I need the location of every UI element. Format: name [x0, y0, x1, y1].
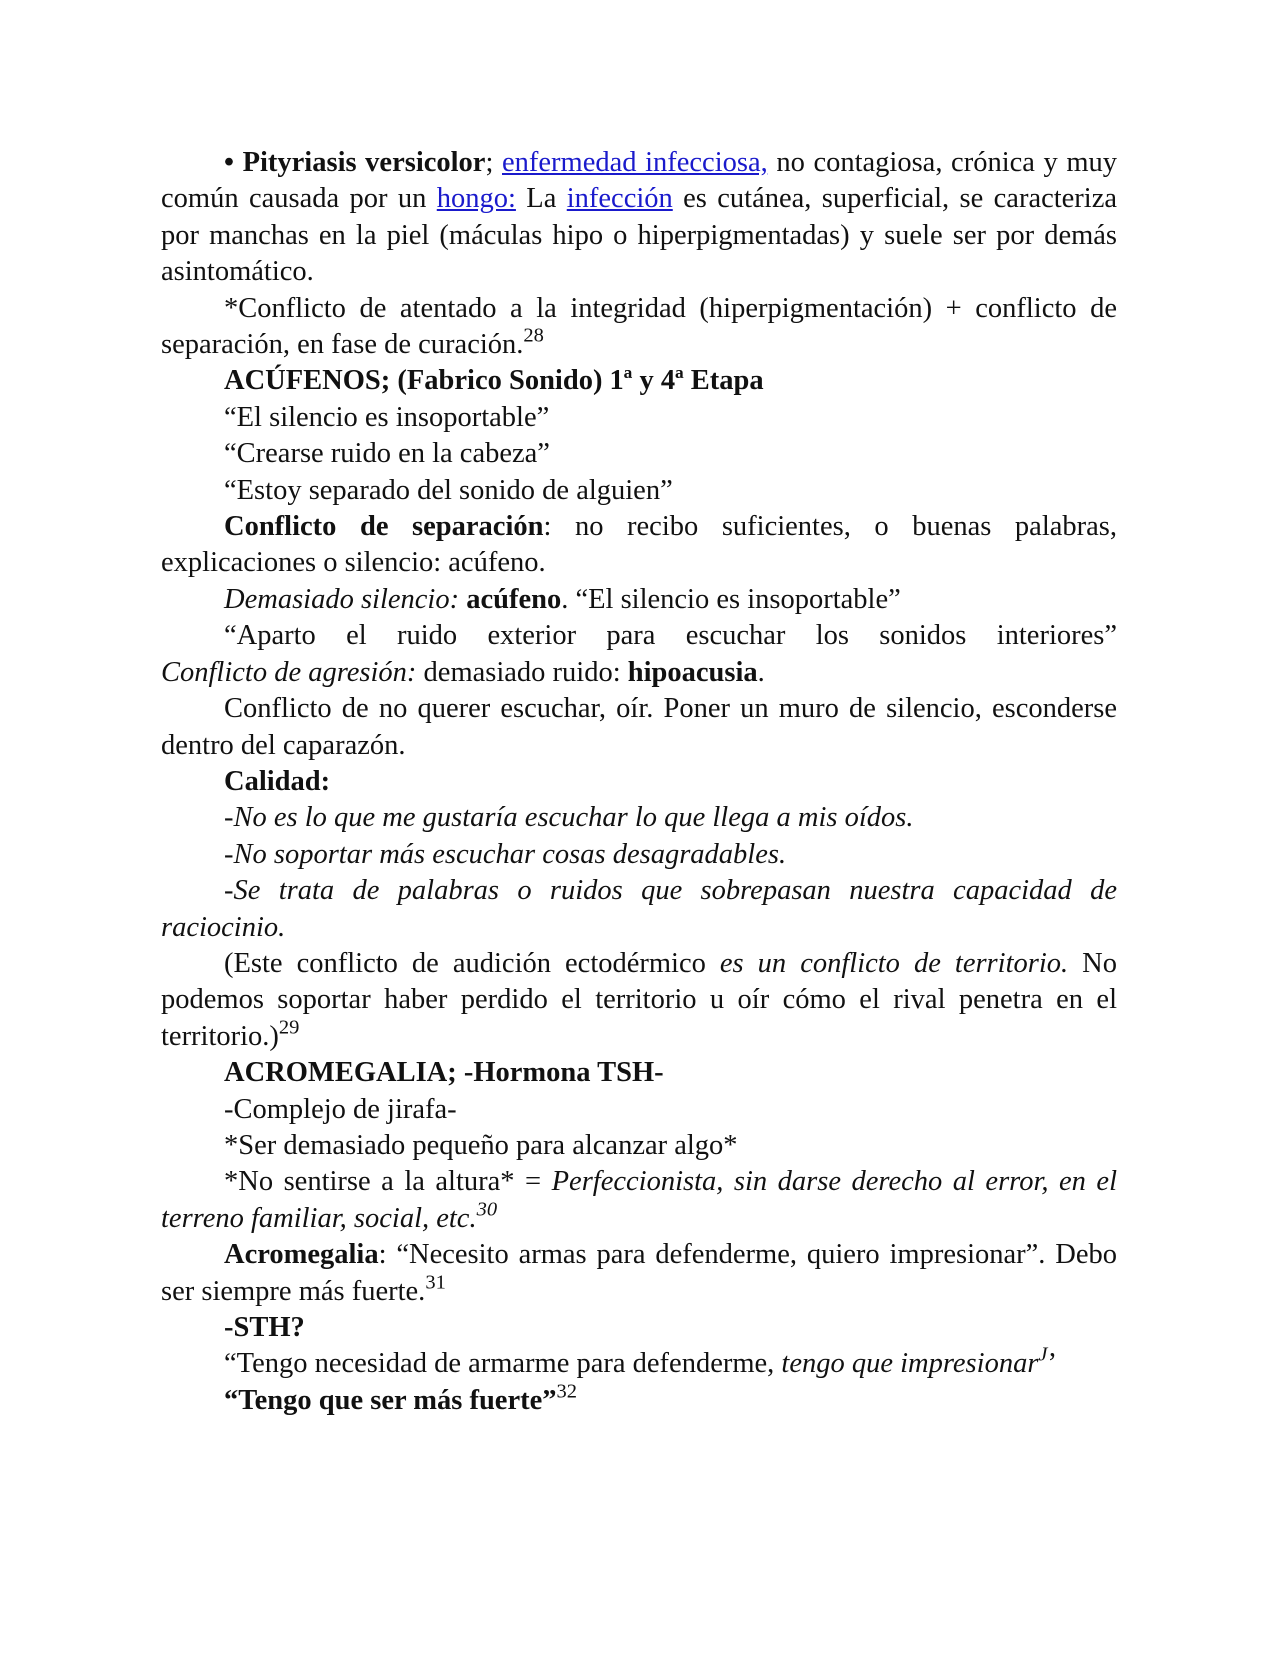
pityriasis-term: Pityriasis versicolor — [242, 147, 486, 178]
acufenos-quote: “El silencio es insoportable” — [224, 401, 550, 433]
acufenos-quote: “Crearse ruido en la cabeza” — [224, 438, 550, 470]
conflicto-audicion-paragraph: (Este conflicto de audición ectodérmico es un conflicto de territorio. No podemos soportar haber perdido el territorio u oír cómo el rival penetra en el territorio.)$^{29}$ — [161, 947, 1117, 1052]
acromegalia-line: *Ser demasiado pequeño para alcanzar algo* — [224, 1129, 738, 1161]
necesidad-armarme-paragraph: “Tengo necesidad de armarme para defenderme, tengo que impresionar$^J$’ — [224, 1344, 1058, 1380]
aparto-ruido-line: “Aparto el ruido exterior para escuchar los sonidos interiores” — [224, 620, 1117, 652]
footnote-ref: 30 — [476, 1198, 498, 1221]
document-body — [161, 145, 1117, 1419]
acromegalia-line: -Complejo de jirafa- — [224, 1093, 457, 1125]
footnote-ref: 32 — [556, 1380, 577, 1403]
calidad-item: -No soportar más escuchar cosas desagradables. — [224, 838, 787, 870]
calidad-item: -No es lo que me gustaría escuchar lo que llega a mis oídos. — [224, 802, 914, 834]
footnote-ref: 29 — [278, 1016, 300, 1039]
conflicto-separacion-paragraph: Conflicto de separación: no recibo suficientes, o buenas palabras, explicaciones o silencio: acúfeno. — [161, 511, 1118, 579]
mas-fuerte-line: “Tengo que ser más fuerte”$^{32}$ — [224, 1380, 577, 1416]
demasiado-silencio-line: Demasiado silencio: acúfeno. “El silencio es insoportable” — [224, 583, 901, 615]
bullet: • — [224, 147, 243, 178]
link-enfermedad-infecciosa[interactable]: enfermedad infecciosa, — [502, 147, 768, 178]
acromegalia-heading: ACROMEGALIA; -Hormona TSH- — [224, 1057, 664, 1089]
sth-heading: -STH? — [224, 1312, 305, 1343]
acromegalia-armas-paragraph: Acromegalia: “Necesito armas para defenderme, quiero impresionar”. Debo ser siempre más fuerte.$^{31}$ — [161, 1239, 1117, 1307]
conflicto-agresion-line: Conflicto de agresión: demasiado ruido: hipoacusia. — [161, 656, 765, 688]
footnote-ref: 31 — [425, 1271, 446, 1294]
no-querer-escuchar-paragraph: Conflicto de no querer escuchar, oír. Poner un muro de silencio, esconderse dentro del caparazón. — [161, 693, 1117, 761]
link-hongo[interactable]: hongo: — [436, 183, 516, 215]
acufenos-quote: “Estoy separado del sonido de alguien” — [224, 474, 673, 506]
pityriasis-paragraph: • Pityriasis versicolor; enfermedad infecciosa, no contagiosa, crónica y muy común causada por un hongo: La infección es cutánea, superficial, se caracteriza por manchas en la piel (máculas hipo o hiperpigmentadas) y suele ser por demás asintomático. — [161, 147, 1118, 288]
no-sentirse-paragraph: *No sentirse a la altura* = Perfeccionista, sin darse derecho al error, en el terreno familiar, social, etc.$^{30}$ — [161, 1166, 1118, 1234]
acufenos-heading: ACÚFENOS; (Fabrico Sonido) 1ª y 4ª Etapa — [224, 365, 764, 397]
conflicto-integridad-paragraph: *Conflicto de atentado a la integridad (hiperpigmentación) + conflicto de separación, en fase de curación.$^{28}$ — [161, 292, 1117, 361]
calidad-heading: Calidad: — [224, 765, 331, 797]
calidad-item: -Se trata de palabras o ruidos que sobrepasan nuestra capacidad de raciocinio. — [161, 875, 1117, 943]
footnote-ref: 28 — [523, 324, 544, 347]
footnote-ref: J — [1038, 1344, 1048, 1367]
link-infeccion[interactable]: infección — [566, 183, 673, 215]
